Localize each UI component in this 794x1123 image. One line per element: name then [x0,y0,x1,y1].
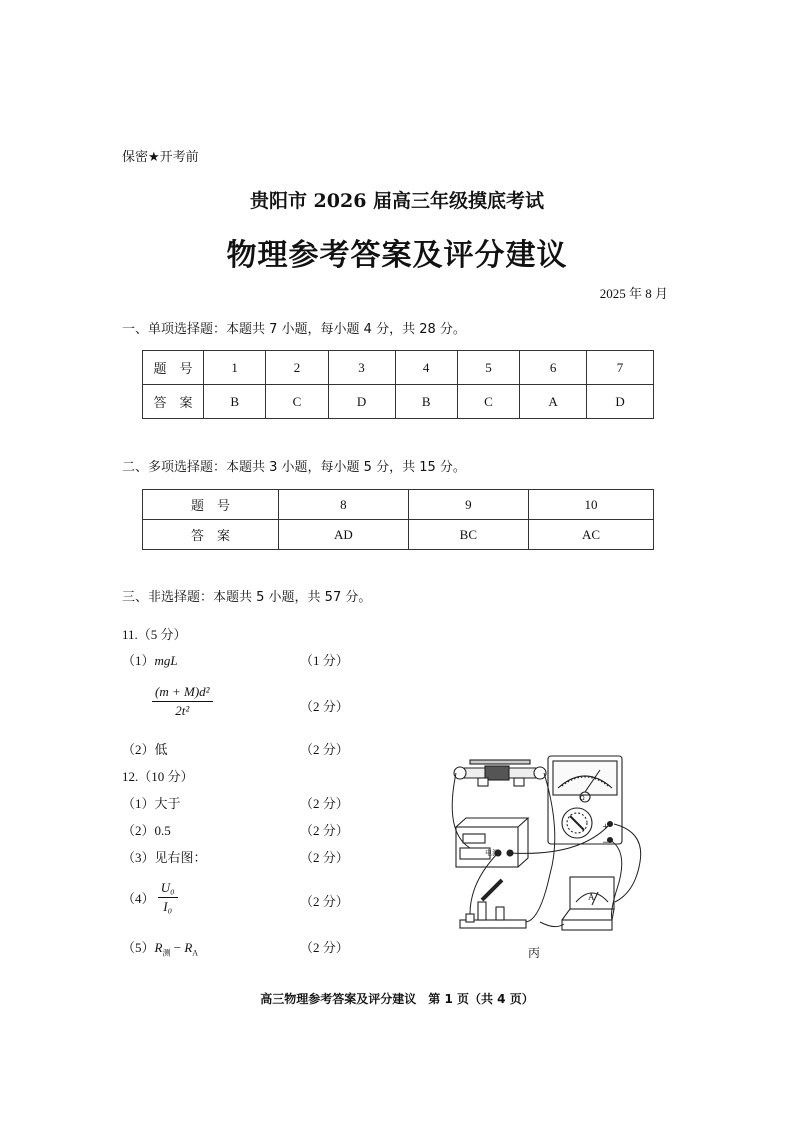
fraction-denominator: I₀ [163,899,173,914]
part-label: （1） [122,653,155,668]
symbol: R [184,940,193,955]
question-number: 6 [520,351,587,385]
question-number: 5 [457,351,519,385]
answer-cell: AC [528,520,653,550]
minus-mark: − [602,838,610,848]
answer-text: mgL [154,653,178,668]
part-label: （4） [122,891,155,906]
section2-answer-table [142,489,654,550]
q11-fraction [152,684,213,719]
table-row [143,520,654,550]
part-label: （5） [122,940,155,955]
row-label: 题 号 [143,351,204,385]
question-number: 7 [587,351,654,385]
answer-cell: C [266,385,328,419]
answer-cell: D [328,385,395,419]
question-number: 3 [328,351,395,385]
fraction-numerator: (m + M)d² [152,684,213,702]
score: （2 分） [300,742,349,757]
answer-text: 低 [154,742,168,757]
answer-cell: B [204,385,266,419]
answer-cell: BC [408,520,528,550]
q12-part5 [122,937,198,959]
circuit-diagram [430,752,650,967]
score: （2 分） [300,823,349,838]
table-row [143,385,654,419]
question-number: 8 [279,490,409,520]
score: （2 分） [300,850,349,865]
figure-caption: 丙 [528,946,541,960]
fraction-numerator: U₀ [158,880,178,898]
score: （1 分） [300,653,349,668]
question-number: 1 [204,351,266,385]
operator: − [170,940,185,955]
section2-heading: 二、多项选择题：本题共 3 小题，每小题 5 分，共 15 分。 [122,460,466,475]
answer-cell: A [520,385,587,419]
row-label: 答 案 [143,385,204,419]
answer-cell: D [587,385,654,419]
symbol: R [154,940,163,955]
score: （2 分） [300,940,349,955]
q11-part2 [122,739,168,758]
q12-part3: （3）见右图： [122,850,207,865]
row-label: 题 号 [143,490,279,520]
answer-cell: AD [279,520,409,550]
page-footer: 高三物理参考答案及评分建议 第 1 页（共 4 页） [260,992,534,1006]
q12-part1: （1）大于 [122,796,181,811]
section1-answer-table [142,350,654,419]
table-row [143,351,654,385]
question-number: 4 [395,351,457,385]
answer-cell: B [395,385,457,419]
multimeter-mode: Ω [580,795,585,802]
q12-part4 [122,880,178,915]
multimeter-icon [548,756,622,848]
exam-title: 贵阳市 2026 届高三年级摸底考试 [249,190,545,212]
subscript: A [192,948,199,958]
fraction-denominator: 2t² [175,703,190,718]
subscript: 测 [162,948,171,958]
q11-part1 [122,650,178,669]
document-date: 2025 年 8 月 [599,286,668,301]
answer-cell: C [457,385,519,419]
ammeter-icon [562,877,614,930]
score: （2 分） [300,894,349,909]
resistor-stand-icon [460,880,526,928]
q12-part2: （2）0.5 [122,823,171,838]
power-label: 电源 [485,849,499,857]
row-label: 答 案 [143,520,279,550]
question-number: 10 [528,490,653,520]
q11-title: 11.（5 分） [122,627,187,642]
rheostat-icon [454,760,546,786]
document-title: 物理参考答案及评分建议 [226,238,568,273]
confidential-mark: 保密★开考前 [122,150,199,165]
q12-title: 12.（10 分） [122,769,194,784]
question-number: 2 [266,351,328,385]
score: （2 分） [300,699,349,714]
section1-heading: 一、单项选择题：本题共 7 小题，每小题 4 分，共 28 分。 [122,322,466,337]
plus-mark: + [602,822,609,831]
part-label: （2） [122,742,155,757]
score: （2 分） [300,796,349,811]
question-number: 9 [408,490,528,520]
section3-heading: 三、非选择题：本题共 5 小题，共 57 分。 [122,590,372,605]
table-row [143,490,654,520]
ammeter-label: A [588,892,595,902]
